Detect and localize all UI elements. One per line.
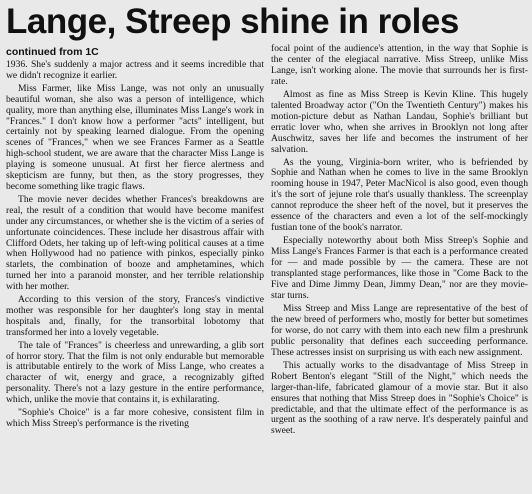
paragraph: This actually works to the disadvantage of Miss Streep in Robert Benton's elegant "Still of the Night," which needs the larger-than-life, fabricated glamour of a movie star. But it also ensures that nothing that Miss Streep does in "Sophie's Choice" is predictable, and that the ultimate effect of the performance is as urgent as the soothing of a raw nerve. It's desperately painful and sweet. xyxy=(271,359,528,437)
left-column xyxy=(6,46,264,492)
paragraph: Miss Farmer, like Miss Lange, was not only an unusually beautiful woman, she also was a person of intelligence, which quality, more than anything else, illuminates Miss Lange's work in "Frances." I don't know how a performer "acts" intelligent, but certainly not by speaking learned dialogue. From the opening scenes of "Frances," when we see Frances Farmer as a Seattle high-school student, we are aware that the character Miss Lange is playing is someone unusual. At first her fierce alertness and skepticism are funny, but then, as the story progresses, they become something like tragic flaws. xyxy=(6,82,264,192)
right-column xyxy=(271,44,528,492)
paragraph: Almost as fine as Miss Streep is Kevin Kline. This hugely talented Broadway actor ("On the Twentieth Century") makes his motion-picture debut as Nathan Landau, Sophie's brilliant but erratic lover who, when she arrives in Brooklyn not long after Auschwitz, saves her life and becomes the instrument of her salvation. xyxy=(271,88,528,155)
headline: Lange, Streep shine in roles xyxy=(6,2,459,41)
paragraph: As the young, Virginia-born writer, who is befriended by Sophie and Nathan when he comes to live in the same Brooklyn rooming house in 1947, Peter MacNicol is also good, even though it's the sort of jejune role that's usually thankless. The screenplay cannot reproduce the sheer heft of the novel, but it preserves the essence of the characters and even a lot of the self-mockingly fustian tone of the book's narrator. xyxy=(271,156,528,234)
paragraph: Miss Streep and Miss Lange are representative of the best of the new breed of performers who, mostly for better but sometimes for worse, do not carry with them into each new film a preshrunk public personality that defines each succeeding performance. These actresses insist on surprising us with each new assignment. xyxy=(271,302,528,358)
paragraph: According to this version of the story, Frances's vindictive mother was responsible for her daughter's long stay in mental hospitals and, finally, for the transorbital lobotomy that transformed her into a lovely vegetable. xyxy=(6,294,264,338)
paragraph: Especially noteworthy about both Miss Streep's Sophie and Miss Lange's Frances Farmer is that each is a performance created for — and made possible by — the camera. These are not transplanted stage performances, like those in "Come Back to the Five and Dime Jimmy Dean, Jimmy Dean," nor are they movie-star turns. xyxy=(271,235,528,301)
paragraph: "Sophie's Choice" is a far more cohesive, consistent film in which Miss Streep's performance is the riveting xyxy=(6,407,264,429)
continued-from-label: continued from 1C xyxy=(6,46,99,58)
paragraph: focal point of the audience's attention, in the way that Sophie is the center of the elegiacal narrative. Miss Streep, unlike Miss Lange, isn't working alone. The movie that surrounds her is first-rate. xyxy=(271,44,528,87)
paragraph: The movie never decides whether Frances's breakdowns are real, the result of a condition that would have become manifest under any circumstances, or whether she is the victim of a series of unfortunate coincidences. These include her disastrous affair with Clifford Odets, her taking up of left-wing political causes at a time when Hollywood had no patience with pinkos, especially pinko starlets, the combination of booze and amphetamines, which turned her into a paranoid monster, and her terrible relationship with her mother. xyxy=(6,193,264,293)
paragraph: 1936. She's suddenly a major actress and it seems incredible that we didn't recognize it earlier. xyxy=(6,59,264,81)
paragraph: The tale of "Frances" is cheerless and unrewarding, a glib sort of horror story. That the film is not only endurable but memorable is attributable entirely to the work of Miss Lange, who creates a character of wit, energy and grace, a recognizably gifted personality. There's not a lazy gesture in the entire performance, which, unlike the movie that contains it, is exhilarating. xyxy=(6,339,264,406)
article-body xyxy=(6,46,528,492)
